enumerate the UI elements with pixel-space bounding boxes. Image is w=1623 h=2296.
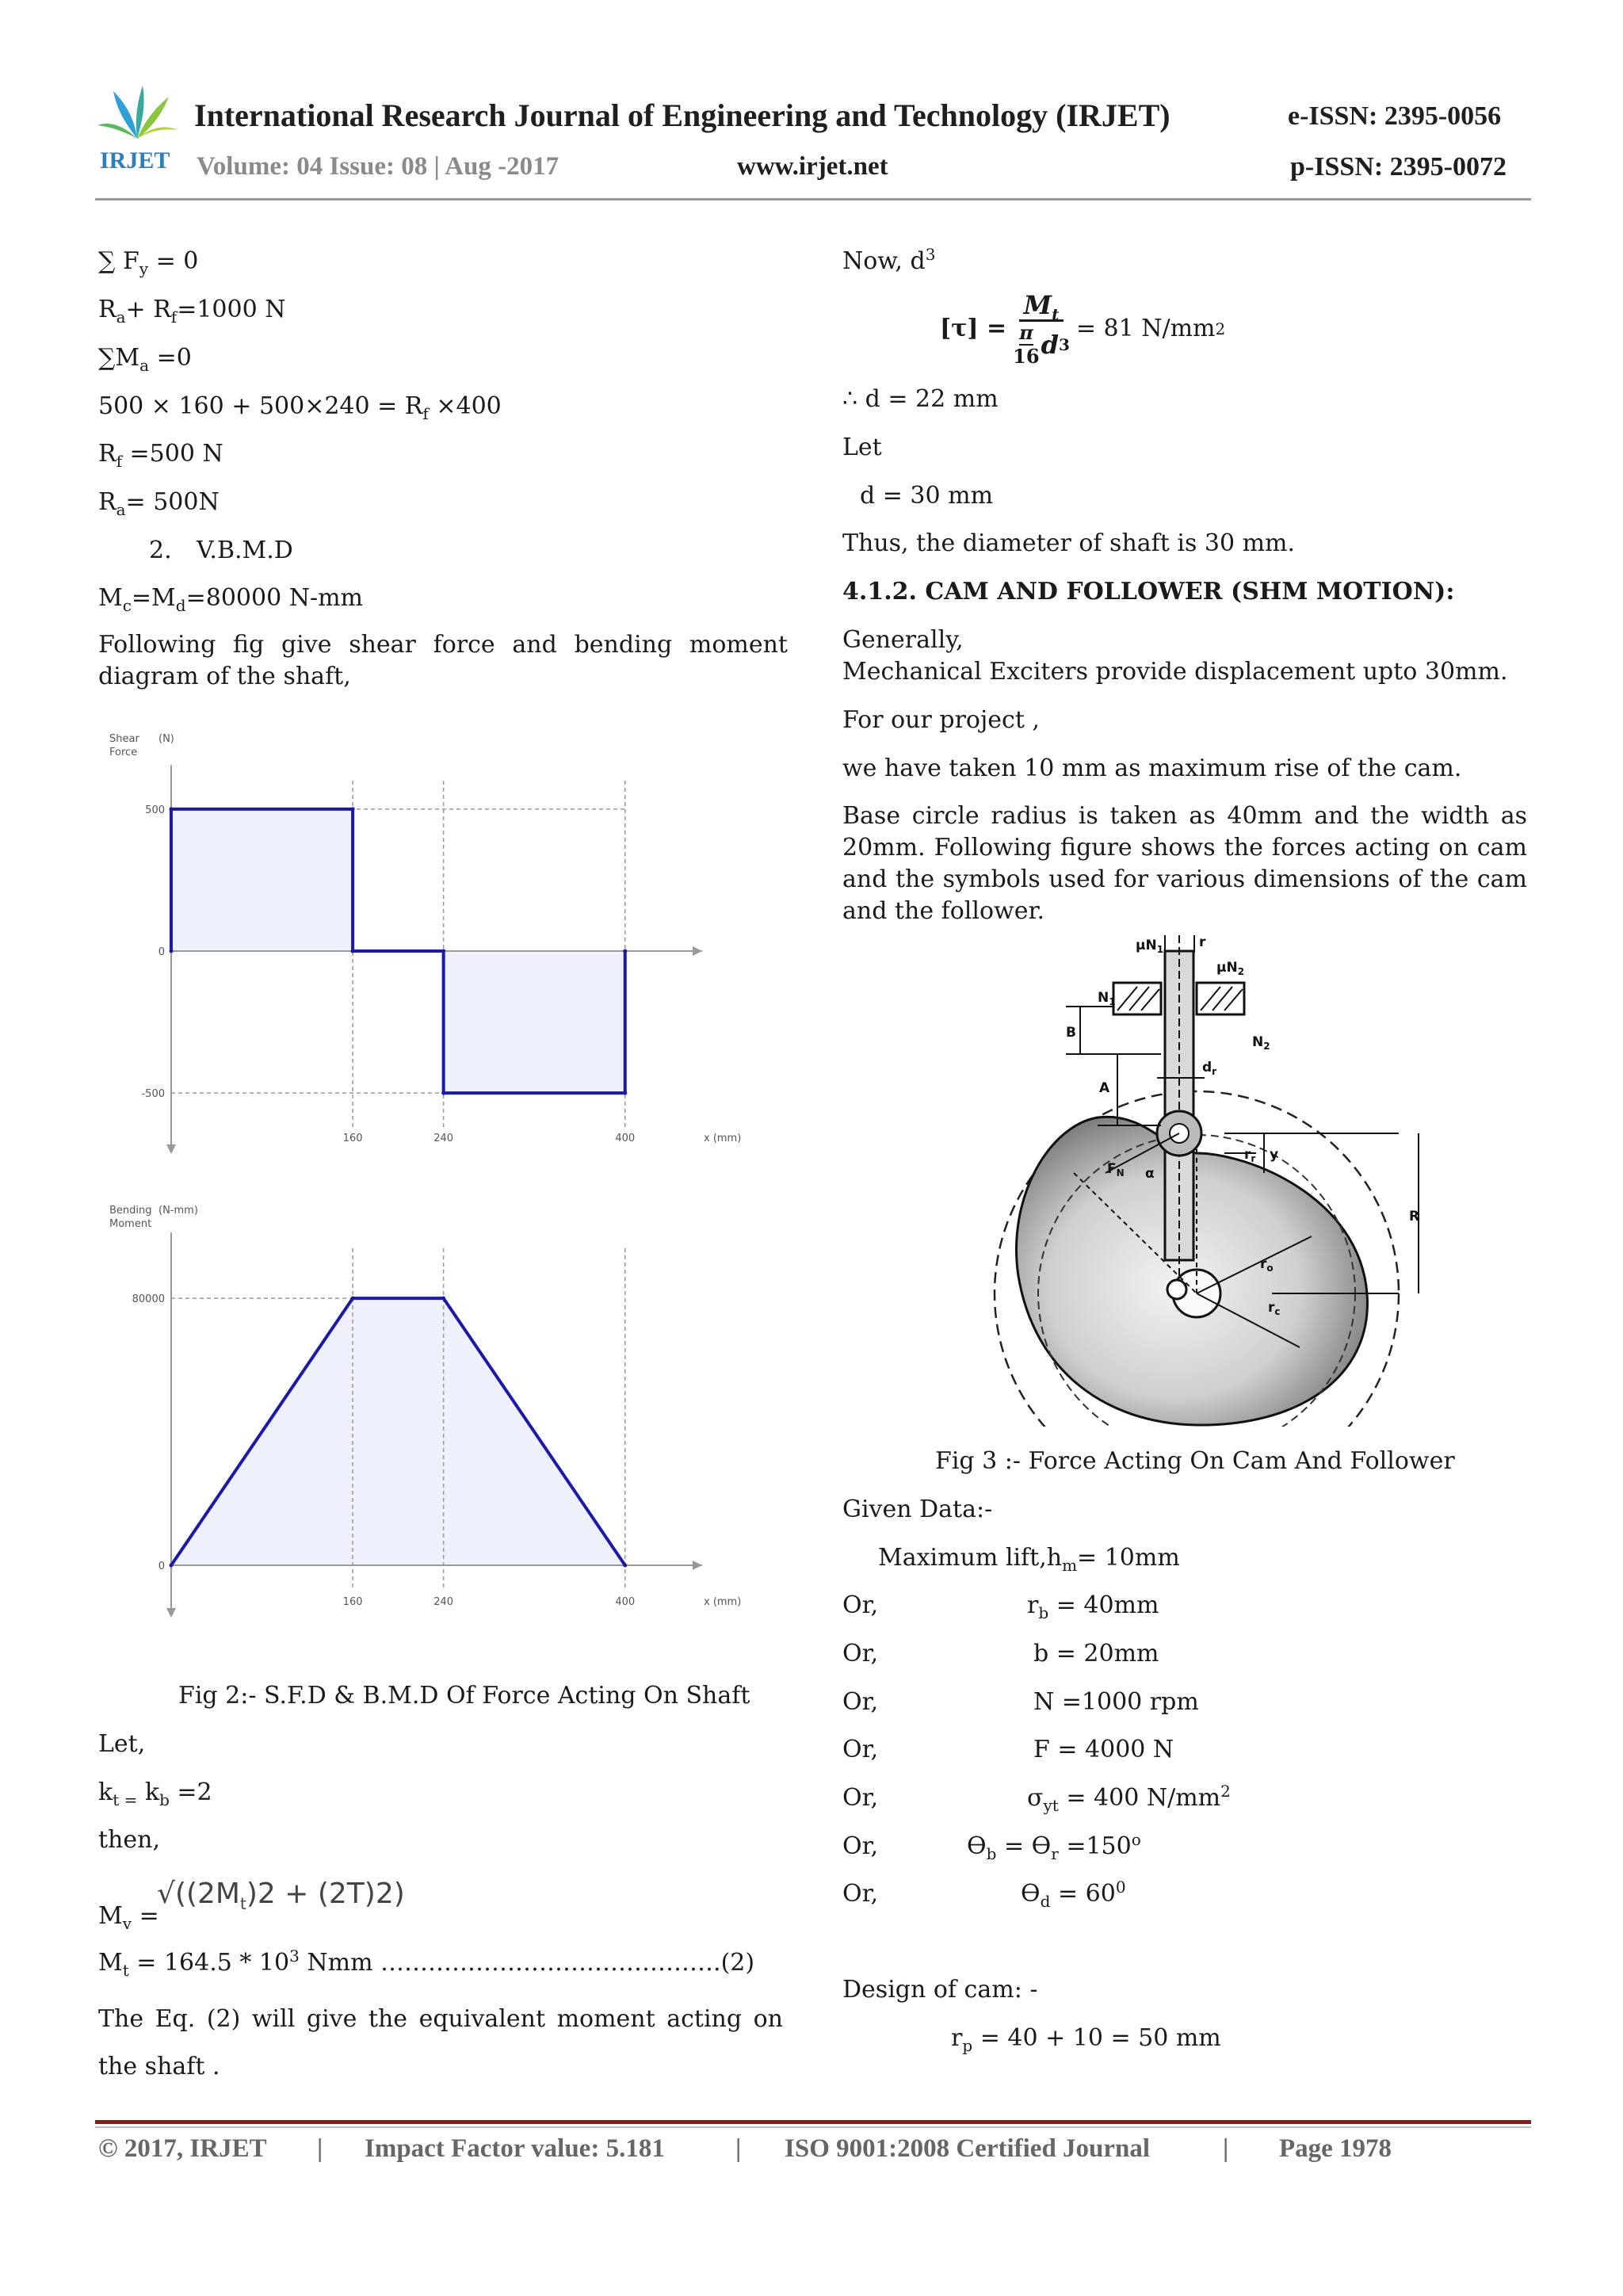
- shaft-diameter-text: Thus, the diameter of shaft is 30 mm.: [842, 529, 1296, 557]
- volume-info: Volume: 04 Issue: 08 | Aug -2017: [197, 152, 559, 181]
- footer-rule: [95, 2120, 1531, 2124]
- x-axis-label: x (mm): [704, 1596, 742, 1608]
- d-30: d = 30 mm: [860, 482, 994, 510]
- therefore-d: ∴ d = 22 mm: [842, 385, 999, 413]
- data-point: [351, 949, 355, 953]
- label-mun2: $\mu N_2$: [1216, 960, 1245, 977]
- pissn: p-ISSN: 2395-0072: [1290, 152, 1507, 181]
- website-link[interactable]: www.irjet.net: [737, 152, 888, 181]
- n-value: N =1000 rpm: [1033, 1688, 1199, 1716]
- footer-impact: Impact Factor value: 5.181: [365, 2134, 665, 2163]
- x-tick-label: 400: [615, 1596, 636, 1608]
- let-label: Let,: [98, 1730, 146, 1758]
- journal-logo: [94, 79, 181, 174]
- label-a: A: [1099, 1080, 1110, 1096]
- vbmd-number: 2.: [149, 537, 172, 564]
- then-label: then,: [98, 1826, 160, 1854]
- footer-copyright: © 2017, IRJET: [98, 2134, 267, 2163]
- label-rr: $r_r$: [1244, 1147, 1256, 1164]
- y-tick-label: -500: [141, 1088, 165, 1101]
- label-b: B: [1066, 1025, 1076, 1041]
- mv-label: $M_v$ =: [98, 1902, 159, 1933]
- tau-fraction: $M_t$ $\frac{\pi}{16}$ d 3: [1013, 289, 1070, 368]
- area-fill: [171, 1298, 625, 1565]
- syt-value: $\sigma_{yt} = 400$ $N/mm^2$: [1027, 1782, 1231, 1815]
- sum-fy: ∑ $F_y = 0$: [98, 247, 199, 278]
- design-of-cam: Design of cam: -: [842, 1976, 1038, 2004]
- moment-equation: $500 \times 160 + 500\times 240 = R_f \times 400$: [98, 392, 502, 423]
- max-lift: Maximum $lift,h_m= 10mm$: [878, 1544, 1180, 1575]
- footer-iso: ISO 9001:2008 Certified Journal: [785, 2134, 1151, 2163]
- now-d3: Now, $d^3$: [842, 245, 936, 275]
- sum-ma: $\sum M_a =0$: [98, 344, 192, 375]
- footer-separator: |: [317, 2134, 323, 2163]
- label-n1: $N_1$: [1098, 990, 1116, 1007]
- x-axis-arrow: [693, 946, 702, 956]
- y-axis-label: Bending: [109, 1205, 152, 1217]
- data-point: [623, 1564, 627, 1568]
- kt-kb-value: $k_{t =}$ $k_b =2$: [98, 1778, 212, 1809]
- ra-rf-sum: $R_a+ R_f=1000$ N: [98, 296, 286, 327]
- or-label: Or,: [842, 1880, 879, 1908]
- b-value: b = 20mm: [1033, 1640, 1159, 1668]
- label-n2: $N_2$: [1252, 1034, 1270, 1052]
- fig2-caption: Fig 2:- S.F.D & B.M.D Of Force Acting On Shaft: [178, 1682, 750, 1710]
- data-point: [623, 1091, 627, 1095]
- x-tick-label: 240: [433, 1596, 454, 1608]
- label-fn: $F_N$: [1107, 1161, 1125, 1179]
- exciters-text: Mechanical Exciters provide displacement upto 30mm.: [842, 658, 1508, 686]
- rp-value: $r_p = 40 + 10 = 50$ mm: [951, 2024, 1221, 2055]
- header-rule: [95, 198, 1531, 201]
- label-y: y: [1270, 1147, 1279, 1163]
- y-axis-arrow: [166, 1608, 176, 1618]
- theta-d-value: $Ɵ_d = 60^0$: [1021, 1878, 1126, 1911]
- y-tick-label: 0: [158, 1561, 165, 1572]
- rf-value: $R_f =500$ N: [98, 440, 223, 471]
- or-label: Or,: [842, 1640, 879, 1668]
- eissn: e-ISSN: 2395-0056: [1288, 101, 1502, 131]
- cam-center: [1167, 1280, 1186, 1299]
- equation-paragraph: The Eq. (2) will give the equivalent moment acting on the shaft .: [98, 2005, 783, 2080]
- footer-page: Page 1978: [1279, 2134, 1392, 2163]
- or-label: Or,: [842, 1736, 879, 1763]
- y-axis-label: Force: [109, 747, 138, 758]
- vbmd-heading: V.B.M.D: [197, 537, 293, 564]
- data-point: [351, 1297, 355, 1301]
- x-axis-label: x (mm): [704, 1133, 742, 1144]
- given-data-label: Given Data:-: [842, 1496, 993, 1523]
- data-point: [441, 949, 445, 953]
- cam-follower-figure: [987, 935, 1478, 1427]
- label-ro: $r_o$: [1260, 1256, 1274, 1274]
- y-tick-label: 0: [158, 946, 165, 958]
- y-axis-label: Moment: [109, 1218, 152, 1230]
- base-circle-paragraph: Base circle radius is taken as 40mm and the width as 20mm. Following figure shows the forces acting on cam and the symbols used for various dimensions of the cam and the follower.: [842, 802, 1527, 925]
- data-point: [623, 949, 627, 953]
- mt-value: $M_t = 164.5 * 10^3$ Nmm …………………………………….(2): [98, 1946, 755, 1980]
- rb-value: $r_b = 40mm$: [1027, 1591, 1159, 1622]
- footer-rule-thin: [95, 2126, 1531, 2128]
- footer-separator: |: [1223, 2134, 1229, 2163]
- label-dr: $d_r$: [1202, 1060, 1217, 1077]
- ra-value: $R_a= 500N$: [98, 488, 220, 519]
- following-fig-paragraph: Following fig give shear force and bending moment diagram of the shaft,: [98, 631, 788, 690]
- data-point: [170, 949, 174, 953]
- y-axis-unit: (N-mm): [158, 1205, 198, 1217]
- generally-text: Generally,: [842, 626, 964, 654]
- label-R: R: [1409, 1209, 1420, 1224]
- data-point: [351, 807, 355, 811]
- x-tick-label: 240: [433, 1133, 454, 1144]
- theta-b-r-value: $Ɵ_b$ = $Ɵ_r =150^o$: [967, 1830, 1141, 1863]
- let-label-right: Let: [842, 434, 882, 461]
- f-value: F = 4000 N: [1033, 1736, 1174, 1763]
- or-label: Or,: [842, 1832, 879, 1860]
- fig3-caption: Fig 3 :- Force Acting On Cam And Follower: [935, 1447, 1455, 1475]
- project-text: For our project ,: [842, 706, 1040, 734]
- bending-moment-diagram: [95, 1193, 745, 1637]
- data-point: [441, 1091, 445, 1095]
- journal-title: International Research Journal of Engineering and Technology (IRJET): [194, 97, 1170, 133]
- data-point: [170, 807, 174, 811]
- rise-text: we have taken 10 mm as maximum rise of the cam.: [842, 755, 1462, 782]
- mc-md-value: $M_c=M_d=80000$ N-mm: [98, 584, 363, 615]
- mv-formula: $√((2M_t)2 + (2T)2)$: [157, 1878, 405, 1914]
- y-tick-label: 500: [145, 804, 165, 816]
- y-tick-label: 80000: [132, 1293, 165, 1306]
- footer-separator: |: [735, 2134, 742, 2163]
- or-label: Or,: [842, 1784, 879, 1812]
- section-heading: 4.1.2. CAM AND FOLLOWER (SHM MOTION):: [842, 578, 1455, 606]
- label-alpha: α: [1145, 1166, 1155, 1182]
- logo-text: IRJET: [100, 147, 170, 174]
- label-mun1: $\mu N_1$: [1136, 938, 1164, 955]
- data-point: [441, 1297, 445, 1301]
- shear-force-diagram: [95, 721, 745, 1173]
- x-tick-label: 400: [615, 1133, 636, 1144]
- label-r-top: r: [1199, 935, 1206, 950]
- data-point: [170, 1564, 174, 1568]
- tau-equation: [τ] = $M_t$ $\frac{\pi}{16}$ d 3 = 81 N/mm 2: [940, 289, 1226, 368]
- y-axis-unit: (N): [158, 733, 174, 745]
- x-axis-arrow: [693, 1561, 702, 1570]
- x-tick-label: 160: [342, 1133, 363, 1144]
- or-label: Or,: [842, 1688, 879, 1716]
- or-label: Or,: [842, 1591, 879, 1619]
- label-rc: $r_c$: [1268, 1300, 1281, 1317]
- y-axis-arrow: [166, 1144, 176, 1154]
- y-axis-label: Shear: [109, 733, 139, 745]
- x-tick-label: 160: [342, 1596, 363, 1608]
